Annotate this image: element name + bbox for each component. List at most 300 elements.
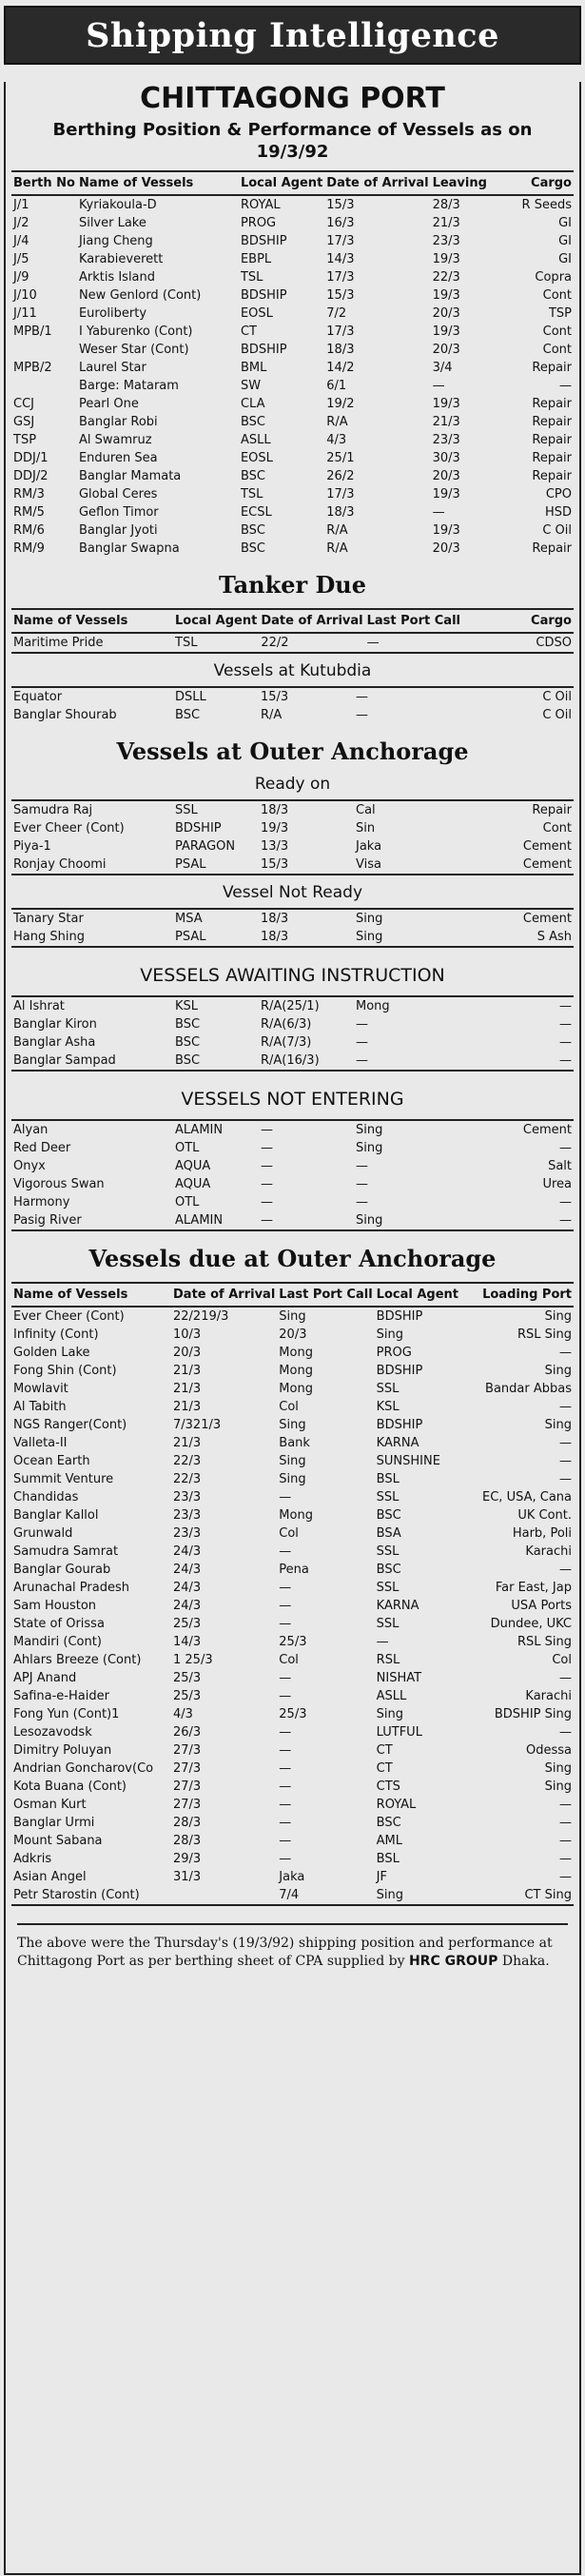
table-cell: 19/3	[432, 487, 460, 501]
table-cell: BDSHIP Sing	[494, 1707, 572, 1721]
table-cell: —	[559, 1400, 572, 1414]
table-cell: Summit Venture	[13, 1472, 114, 1486]
table-cell: Sing	[376, 1327, 404, 1342]
column-header: Local Agent	[239, 171, 324, 195]
table-cell: —	[365, 633, 498, 653]
table-cell	[11, 377, 77, 395]
table-cell: —	[559, 1035, 572, 1050]
footer-text: The above were the Thursday's (19/3/92) shipping position and performance at Chittagong Port as per berthing sheet of CPA supplied by	[17, 1936, 553, 1969]
table-cell: JF	[376, 1870, 387, 1884]
table-cell: 19/3	[432, 523, 460, 538]
table-cell: Banglar Gourab	[13, 1563, 111, 1577]
table-cell: —	[559, 1436, 572, 1450]
table-row	[11, 1543, 574, 1561]
table-cell: —	[356, 1035, 368, 1050]
table-cell: RM/5	[13, 505, 45, 520]
table-cell: Sing	[376, 1707, 404, 1721]
table-cell: R/A	[326, 523, 348, 538]
table-cell: —	[376, 1635, 389, 1649]
table-cell: Weser Star (Cont)	[78, 343, 189, 357]
table-cell: Mandiri (Cont)	[13, 1635, 102, 1649]
table-cell: Sing	[279, 1472, 306, 1486]
content-box	[4, 82, 581, 2575]
table-cell: Ronjay Choomi	[11, 855, 173, 875]
table-row	[11, 837, 574, 855]
table-cell: R/A	[326, 415, 348, 429]
table-cell: 4/3	[173, 1707, 193, 1721]
table-cell: —	[559, 1563, 572, 1577]
table-row	[11, 1452, 574, 1470]
table-cell: Visa	[354, 855, 487, 875]
table-cell: —	[261, 1177, 273, 1191]
table-cell: Maritime Pride	[11, 633, 173, 653]
table-cell: 31/3	[173, 1870, 202, 1884]
table-cell: CTS	[376, 1780, 400, 1794]
table-cell: Repair	[532, 451, 572, 465]
column-header: Name of Vessels	[11, 1283, 171, 1307]
table-cell: SSL	[376, 1382, 400, 1396]
table-cell: CT Sing	[470, 1886, 574, 1905]
table-cell: Sing	[544, 1418, 572, 1432]
table-cell: Mong	[356, 999, 390, 1013]
table-cell: 16/3	[326, 216, 355, 230]
table-cell: 7/4	[277, 1886, 374, 1905]
table-cell: 23/3	[173, 1526, 202, 1541]
table-row	[11, 1633, 574, 1651]
table-cell: GSJ	[13, 415, 35, 429]
table-cell: —	[356, 1177, 368, 1191]
table-row	[11, 1796, 574, 1814]
table-cell: —	[432, 505, 445, 520]
table-row	[11, 449, 574, 467]
table-cell: 20/3	[432, 343, 460, 357]
table-cell: Banglar Robi	[78, 415, 158, 429]
table-cell: 6/1	[326, 379, 347, 393]
table-cell: Pearl One	[78, 397, 139, 411]
table-row	[11, 1669, 574, 1687]
table-cell: —	[279, 1581, 292, 1595]
table-cell: J/5	[13, 252, 29, 266]
table-cell: State of Orissa	[13, 1617, 105, 1631]
table-cell: Banglar Kiron	[13, 1017, 97, 1032]
awaiting-table	[11, 995, 574, 1072]
table-cell: Sing	[356, 1123, 383, 1137]
table-cell: —	[261, 1123, 273, 1137]
table-cell: OTL	[175, 1141, 200, 1155]
table-cell: —	[279, 1852, 292, 1866]
table-cell: J/9	[13, 270, 29, 285]
table-cell: NGS Ranger(Cont)	[13, 1418, 127, 1432]
table-row	[11, 1307, 574, 1326]
table-cell: —	[559, 1671, 572, 1685]
table-cell: Cement	[522, 839, 572, 854]
table-cell: Al Tabith	[13, 1400, 67, 1414]
table-cell: Repair	[532, 803, 572, 817]
table-row	[11, 250, 574, 268]
table-cell: 14/3	[173, 1635, 202, 1649]
table-cell: PROG	[376, 1346, 412, 1360]
table-cell: Pena	[279, 1563, 309, 1577]
table-cell: Cont	[542, 324, 572, 339]
table-cell: J/2	[13, 216, 29, 230]
table-cell: Al Swamruz	[78, 433, 152, 447]
table-row	[11, 1723, 574, 1741]
table-cell: —	[354, 1052, 487, 1071]
table-row	[11, 467, 574, 485]
table-cell: —	[356, 690, 368, 704]
table-cell: —	[559, 1454, 572, 1468]
subtitle: Berthing Position & Performance of Vessels as on 19/3/92	[52, 120, 533, 162]
table-cell: 23/3	[432, 234, 460, 248]
table-cell: GI	[558, 252, 572, 266]
table-cell: Karachi	[525, 1544, 572, 1559]
notentering-table	[11, 1119, 574, 1231]
table-cell: SUNSHINE	[376, 1454, 440, 1468]
table-cell: —	[559, 1195, 572, 1209]
table-row	[11, 503, 574, 521]
table-cell: EBPL	[240, 252, 272, 266]
table-row	[11, 1597, 574, 1615]
table-cell: J/1	[13, 198, 29, 212]
table-cell: Repair	[532, 397, 572, 411]
table-cell: Chandidas	[13, 1490, 79, 1504]
table-cell: USA Ports	[511, 1599, 572, 1613]
table-cell: 25/1	[326, 451, 355, 465]
table-cell: 30/3	[432, 451, 460, 465]
table-cell: —	[259, 1211, 354, 1230]
table-cell: RM/6	[13, 523, 45, 538]
table-cell: EOSL	[240, 451, 273, 465]
table-cell: SSL	[376, 1544, 400, 1559]
table-cell: R/A	[326, 541, 348, 556]
table-cell: PROG	[240, 216, 277, 230]
table-cell: Petr Starostin (Cont)	[11, 1886, 171, 1905]
table-cell: ASLL	[240, 433, 271, 447]
table-cell: GI	[558, 216, 572, 230]
table-cell: SSL	[376, 1581, 400, 1595]
table-cell: —	[279, 1490, 292, 1504]
table-row	[11, 305, 574, 323]
table-cell: Sing	[544, 1364, 572, 1378]
table-row	[11, 1033, 574, 1052]
page	[4, 6, 581, 2576]
table-cell: BSC	[240, 541, 265, 556]
port-title: CHITTAGONG PORT	[140, 82, 445, 115]
table-cell: SSL	[175, 803, 198, 817]
table-cell: Euroliberty	[78, 306, 147, 321]
table-cell: ROYAL	[240, 198, 281, 212]
table-cell: Harmony	[13, 1195, 70, 1209]
table-cell: 13/3	[261, 839, 289, 854]
table-cell: Sing	[544, 1761, 572, 1776]
table-cell: Karabieverett	[78, 252, 164, 266]
table-cell: PSAL	[173, 928, 259, 947]
table-cell: —	[559, 1816, 572, 1830]
table-cell: 24/3	[173, 1563, 202, 1577]
table-cell: Mowlavit	[13, 1382, 68, 1396]
table-row	[11, 909, 574, 928]
table-cell: —	[279, 1544, 292, 1559]
table-cell: Banglar Jyoti	[78, 523, 158, 538]
table-row	[11, 800, 574, 819]
table-cell: 15/3	[261, 690, 289, 704]
table-row	[11, 1434, 574, 1452]
column-header: Last Port Call	[277, 1283, 374, 1307]
table-cell: —	[279, 1689, 292, 1703]
table-cell: Samudra Raj	[13, 803, 93, 817]
table-row	[11, 1615, 574, 1633]
footer-note	[17, 1923, 568, 1971]
banner	[4, 6, 581, 65]
table-cell: DDJ/2	[13, 469, 49, 483]
table-cell: 1 25/3	[173, 1653, 213, 1667]
table-cell: Ever Cheer (Cont)	[13, 821, 125, 836]
table-cell: Bandar Abbas	[485, 1382, 572, 1396]
table-cell: Red Deer	[13, 1141, 71, 1155]
table-cell: BSL	[376, 1852, 400, 1866]
column-header: Last Port Call	[365, 609, 498, 633]
table-cell: Col	[279, 1526, 299, 1541]
table-cell: —	[559, 1346, 572, 1360]
table-cell: 25/3	[173, 1671, 202, 1685]
tanker-title: Tanker Due	[219, 571, 366, 599]
table-cell: BSC	[175, 1017, 201, 1032]
column-header: Berth No	[11, 171, 77, 195]
table-cell: 22/2	[259, 633, 364, 653]
table-cell: Valleta-II	[13, 1436, 68, 1450]
table-cell: —	[559, 1834, 572, 1848]
table-cell: BSA	[376, 1526, 401, 1541]
column-header: Leaving	[431, 171, 509, 195]
table-row	[11, 633, 574, 653]
table-cell: BSC	[175, 708, 201, 722]
table-cell: 17/3	[326, 270, 355, 285]
table-cell: —	[356, 1017, 368, 1032]
table-cell: Col	[279, 1400, 299, 1414]
table-cell: CT	[376, 1761, 393, 1776]
table-cell: 19/2	[326, 397, 355, 411]
table-row	[11, 1488, 574, 1506]
table-cell: C Oil	[542, 523, 572, 538]
table-cell: Sing	[544, 1309, 572, 1324]
notready-title: Vessel Not Ready	[222, 883, 363, 902]
due-title: Vessels due at Outer Anchorage	[88, 1245, 497, 1272]
table-cell: DDJ/1	[13, 451, 49, 465]
column-header: Name of Vessels	[77, 171, 239, 195]
table-cell: Ahlars Breeze (Cont)	[13, 1653, 142, 1667]
table-cell: 20/3	[432, 306, 460, 321]
table-row	[11, 1868, 574, 1886]
table-cell: 21/3	[173, 1436, 202, 1450]
table-cell: Onyx	[13, 1159, 46, 1173]
table-cell: Jiang Cheng	[78, 234, 153, 248]
table-cell: Hang Shing	[11, 928, 173, 947]
column-header: Local Agent	[173, 609, 259, 633]
table-cell: Urea	[542, 1177, 572, 1191]
table-cell: APJ Anand	[13, 1671, 77, 1685]
table-cell: Silver Lake	[78, 216, 146, 230]
table-cell: Banglar Swapna	[78, 541, 180, 556]
table-cell: —	[356, 708, 368, 722]
table-row	[11, 286, 574, 305]
table-cell: 24/3	[173, 1581, 202, 1595]
table-cell: CT	[376, 1743, 393, 1758]
table-cell: 20/3	[432, 469, 460, 483]
table-cell: Kyriakoula-D	[78, 198, 157, 212]
table-row	[11, 195, 574, 214]
table-cell: Mong	[279, 1364, 313, 1378]
table-cell: 28/3	[173, 1816, 202, 1830]
table-cell: 25/3	[173, 1689, 202, 1703]
table-cell: ALAMIN	[173, 1211, 259, 1230]
table-cell: 22/3	[173, 1454, 202, 1468]
table-cell: Laurel Star	[78, 361, 146, 375]
table-cell: BSL	[376, 1472, 400, 1486]
table-cell: BSC	[376, 1563, 401, 1577]
table-cell: —	[279, 1780, 292, 1794]
table-row	[11, 1886, 574, 1905]
footer-source: HRC GROUP	[408, 1954, 498, 1969]
table-row	[11, 687, 574, 706]
table-row	[11, 431, 574, 449]
table-cell: Banglar Shourab	[13, 708, 117, 722]
table-cell: BSC	[376, 1508, 401, 1523]
table-row	[11, 214, 574, 232]
table-row	[11, 855, 574, 875]
table-cell: Sing	[356, 912, 383, 926]
table-row	[11, 1326, 574, 1344]
table-cell: C Oil	[542, 690, 572, 704]
table-cell: Banglar Sampad	[11, 1052, 173, 1071]
table-cell: Asian Angel	[13, 1870, 87, 1884]
table-cell: Col	[552, 1653, 572, 1667]
table-row	[11, 1561, 574, 1579]
table-cell: Al Ishrat	[13, 999, 65, 1013]
table-cell: Cont	[542, 343, 572, 357]
table-cell: Copra	[535, 270, 572, 285]
table-cell: Cement	[522, 912, 572, 926]
table-cell: 26/2	[326, 469, 355, 483]
table-cell: Geflon Timor	[78, 505, 159, 520]
table-cell: Far East, Jap	[495, 1581, 572, 1595]
table-cell: —	[559, 1725, 572, 1740]
table-cell: 15/3	[326, 198, 355, 212]
table-cell: Lesozavodsk	[13, 1725, 92, 1740]
table-cell: Sin	[356, 821, 376, 836]
table-cell: 18/3	[326, 343, 355, 357]
table-row	[11, 706, 574, 724]
table-cell: Repair	[532, 433, 572, 447]
table-cell: Arunachal Pradesh	[13, 1581, 129, 1595]
table-cell: 18/3	[261, 912, 289, 926]
table-row	[11, 1524, 574, 1543]
table-cell	[11, 341, 77, 359]
table-cell: 27/3	[173, 1780, 202, 1794]
table-row	[11, 1579, 574, 1597]
table-cell: Safina-e-Haider	[13, 1689, 109, 1703]
table-row	[11, 1015, 574, 1033]
table-cell: Sing	[279, 1418, 306, 1432]
table-row	[11, 377, 574, 395]
table-row	[11, 485, 574, 503]
table-cell: Repair	[532, 361, 572, 375]
table-cell: CLA	[240, 397, 265, 411]
column-header: Date of Arrival	[171, 1283, 277, 1307]
table-cell: J/4	[13, 234, 29, 248]
table-cell: —	[356, 1159, 368, 1173]
table-cell: —	[279, 1599, 292, 1613]
table-cell: —	[559, 1141, 572, 1155]
table-cell: Banglar Urmi	[13, 1816, 95, 1830]
table-cell: J/11	[13, 306, 37, 321]
table-cell	[171, 1886, 277, 1905]
table-cell: TSP	[13, 433, 37, 447]
table-cell: —	[559, 379, 572, 393]
ready-title: Ready on	[254, 775, 331, 794]
table-cell: ASLL	[376, 1689, 407, 1703]
table-cell: 23/3	[173, 1490, 202, 1504]
column-header: Cargo	[498, 609, 574, 633]
table-cell: —	[261, 1159, 273, 1173]
table-cell: HSD	[544, 505, 572, 520]
table-cell: CPO	[545, 487, 572, 501]
table-cell: Odessa	[526, 1743, 572, 1758]
table-cell: Osman Kurt	[13, 1798, 87, 1812]
table-cell: —	[279, 1834, 292, 1848]
table-row	[11, 413, 574, 431]
table-row	[11, 232, 574, 250]
table-row	[11, 1651, 574, 1669]
table-cell: 25/3	[173, 1617, 202, 1631]
table-cell: 17/3	[326, 324, 355, 339]
table-cell: SW	[240, 379, 262, 393]
table-row	[11, 1157, 574, 1175]
table-cell: 29/3	[173, 1852, 202, 1866]
table-cell: 21/3	[173, 1382, 202, 1396]
table-cell: Cal	[356, 803, 376, 817]
table-row	[11, 1741, 574, 1760]
table-cell: Repair	[532, 415, 572, 429]
footer-city: Dhaka.	[501, 1954, 550, 1969]
awaiting-title: VESSELS AWAITING INSTRUCTION	[140, 965, 445, 986]
table-cell: Alyan	[13, 1123, 49, 1137]
table-cell: NISHAT	[376, 1671, 422, 1685]
table-cell: PARAGON	[175, 839, 236, 854]
table-cell: R/A(16/3)	[259, 1052, 354, 1071]
table-cell: 28/3	[432, 198, 460, 212]
table-cell: ROYAL	[376, 1798, 417, 1812]
table-cell: CDSO	[498, 633, 574, 653]
table-cell: 27/3	[173, 1761, 202, 1776]
table-cell: RSL Sing	[517, 1327, 572, 1342]
table-cell: Sing	[356, 1141, 383, 1155]
table-cell: 22/3	[432, 270, 460, 285]
table-row	[11, 1380, 574, 1398]
table-cell: Samudra Samrat	[13, 1544, 119, 1559]
table-cell: R/A	[261, 708, 283, 722]
table-cell: Harb, Poli	[512, 1526, 572, 1541]
table-row	[11, 395, 574, 413]
table-cell: BDSHIP	[240, 288, 287, 303]
table-cell: ECSL	[240, 505, 272, 520]
table-cell: Ever Cheer (Cont)	[13, 1309, 125, 1324]
column-header: Name of Vessels	[11, 609, 173, 633]
table-cell: I Yaburenko (Cont)	[78, 324, 193, 339]
table-cell: BSC	[240, 469, 265, 483]
table-row	[11, 1052, 574, 1071]
table-cell: —	[279, 1671, 292, 1685]
table-cell: Sing	[354, 928, 487, 947]
